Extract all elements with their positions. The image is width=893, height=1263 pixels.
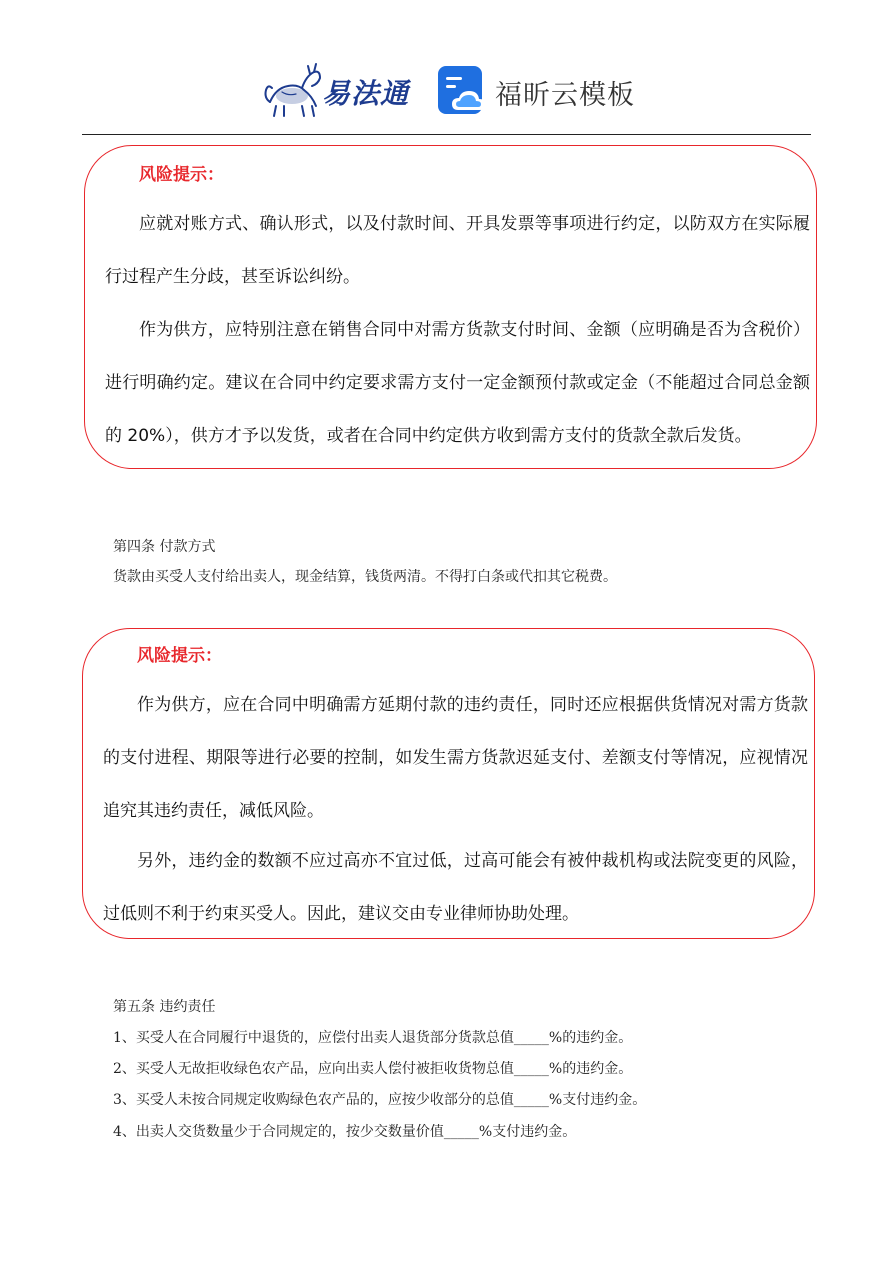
fuxin-template-logo-text: 福昕云模板 bbox=[495, 80, 635, 111]
risk-warning-title: 风险提示： bbox=[139, 165, 224, 185]
article-list-item: 2、买受人无故拒收绿色农产品，应向出卖人偿付被拒收货物总值_____%的违约金。 bbox=[113, 1061, 633, 1077]
article-list-item: 3、买受人未按合同规定收购绿色农产品的，应按少收部分的总值_____%支付违约金。 bbox=[113, 1092, 647, 1108]
fuxin-template-logo bbox=[436, 64, 636, 118]
page-header bbox=[0, 0, 893, 135]
yifatong-logo-text: 易法通 bbox=[322, 77, 410, 110]
risk-warning-box bbox=[84, 145, 817, 469]
risk-warning-paragraph: 应就对账方式、确认形式，以及付款时间、开具发票等事项进行约定，以防双方在实际履行过程产生分歧，甚至诉讼纠纷。 bbox=[105, 214, 810, 287]
article-text: 货款由买受人支付给出卖人，现金结算，钱货两清。不得打白条或代扣其它税费。 bbox=[113, 569, 617, 585]
qilin-emblem-icon bbox=[262, 62, 324, 118]
risk-warning-paragraph: 作为供方，应特别注意在销售合同中对需方货款支付时间、金额（应明确是否为含税价）进行明确约定。建议在合同中约定要求需方支付一定金额预付款或定金（不能超过合同总金额的 20%），供方才予以发货，或者在合同中约定供方收到需方支付的货款全款后发货。 bbox=[105, 320, 810, 446]
article-list-item: 1、买受人在合同履行中退货的，应偿付出卖人退货部分货款总值_____%的违约金。 bbox=[113, 1030, 633, 1046]
article-title: 第五条 违约责任 bbox=[113, 999, 216, 1015]
article-list-item: 4、出卖人交货数量少于合同规定的，按少交数量价值_____%支付违约金。 bbox=[113, 1124, 577, 1140]
article-title: 第四条 付款方式 bbox=[113, 539, 216, 555]
risk-warning-box bbox=[82, 628, 815, 939]
risk-warning-paragraph: 作为供方，应在合同中明确需方延期付款的违约责任，同时还应根据供货情况对需方货款的支付进程、期限等进行必要的控制，如发生需方货款迟延支付、差额支付等情况，应视情况追究其违约责任，减低风险。 bbox=[103, 695, 808, 821]
yifatong-logo bbox=[262, 62, 412, 118]
cloud-document-icon bbox=[436, 64, 488, 116]
risk-warning-paragraph: 另外，违约金的数额不应过高亦不宜过低，过高可能会有被仲裁机构或法院变更的风险，过低则不利于约束买受人。因此，建议交由专业律师协助处理。 bbox=[103, 851, 808, 924]
header-divider bbox=[82, 134, 811, 135]
risk-warning-title: 风险提示： bbox=[137, 646, 222, 666]
